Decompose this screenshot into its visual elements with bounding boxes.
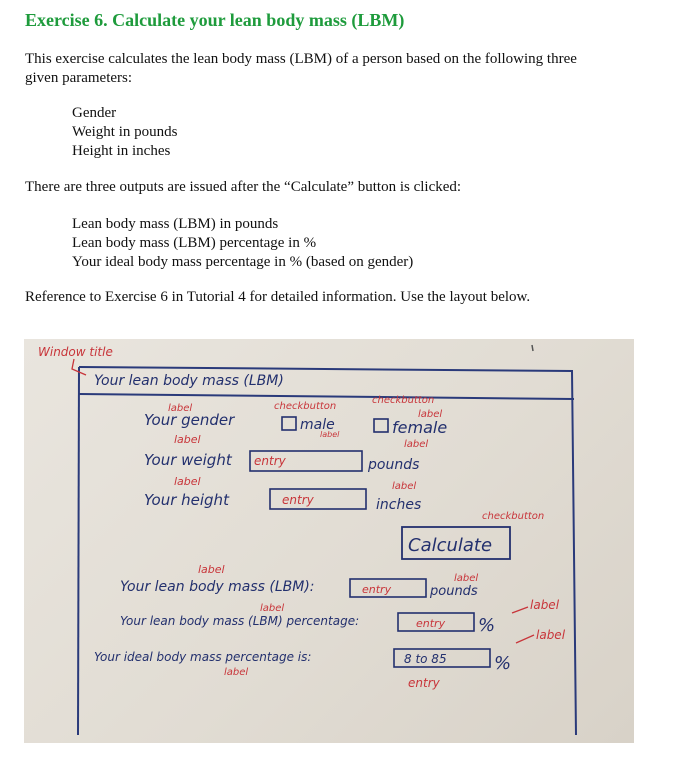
ideal-percentage-value: 8 to 85 bbox=[404, 652, 447, 666]
lbm-label: Your lean body mass (LBM): bbox=[120, 579, 315, 595]
ideal-percentage-unit: % bbox=[494, 653, 512, 674]
exercise-title: Exercise 6. Calculate your lean body mass (LBM) bbox=[25, 10, 405, 30]
label-note-ideal-unit: label bbox=[536, 628, 566, 642]
female-checkbox[interactable] bbox=[374, 419, 388, 432]
window-title-note: Window title bbox=[38, 345, 113, 359]
list-item-height: Height in inches bbox=[72, 143, 171, 159]
height-label: Your height bbox=[144, 491, 229, 509]
window-frame-left bbox=[78, 367, 79, 735]
lbm-percentage-unit: % bbox=[478, 615, 496, 636]
sketch-drawing bbox=[24, 339, 634, 743]
lbm-percentage-label: Your lean body mass (LBM) percentage: bbox=[120, 614, 360, 628]
checkbutton-note-female: checkbutton bbox=[372, 395, 435, 406]
window-title: Your lean body mass (LBM) bbox=[94, 373, 284, 389]
label-note-pounds: label bbox=[404, 439, 429, 450]
checkbutton-note-male: checkbutton bbox=[274, 401, 337, 412]
label-note-female: label bbox=[418, 409, 443, 420]
label-note-lbm-pct-unit: label bbox=[530, 598, 560, 612]
input-parameter-list bbox=[72, 104, 177, 161]
layout-sketch-photo bbox=[24, 339, 634, 743]
male-checkbox[interactable] bbox=[282, 417, 296, 430]
label-note-height: label bbox=[174, 475, 201, 488]
lbm-percentage-entry-note: entry bbox=[416, 617, 446, 630]
list-item-ideal-percentage: Your ideal body mass percentage in % (based on gender) bbox=[72, 254, 414, 270]
label-note-lbm: label bbox=[198, 563, 225, 576]
weight-label: Your weight bbox=[144, 451, 232, 469]
reference-note: Reference to Exercise 6 in Tutorial 4 for detailed information. Use the layout below. bbox=[25, 289, 531, 305]
label-note-male: label bbox=[320, 430, 340, 439]
list-item-gender: Gender bbox=[72, 105, 117, 121]
label-note-lbm-unit: label bbox=[454, 573, 479, 584]
gender-label: Your gender bbox=[144, 411, 235, 429]
pounds-label: pounds bbox=[368, 457, 420, 473]
list-item-lbm-percentage: Lean body mass (LBM) percentage in % bbox=[72, 235, 317, 251]
output-list bbox=[72, 215, 413, 272]
ideal-percentage-label: Your ideal body mass percentage is: bbox=[94, 650, 312, 664]
label-arrow-lbm-pct bbox=[512, 607, 528, 613]
label-note-ideal: label bbox=[224, 667, 249, 678]
outputs-intro: There are three outputs are issued after the “Calculate” button is clicked: bbox=[25, 179, 462, 195]
checkbutton-note-calculate: checkbutton bbox=[482, 511, 545, 522]
label-note-weight: label bbox=[174, 433, 201, 446]
male-label: male bbox=[300, 417, 335, 433]
intro-line-2: given parameters: bbox=[25, 70, 133, 86]
label-note-inches: label bbox=[392, 481, 417, 492]
female-label: female bbox=[392, 418, 448, 437]
label-note-lbm-pct: label bbox=[260, 603, 285, 614]
ideal-entry-note: entry bbox=[408, 676, 440, 690]
lbm-entry-note: entry bbox=[362, 583, 392, 596]
label-arrow-ideal bbox=[516, 635, 534, 643]
calculate-button[interactable]: Calculate bbox=[408, 535, 493, 556]
label-note-gender: label bbox=[168, 403, 193, 414]
list-item-weight: Weight in pounds bbox=[72, 124, 178, 140]
inches-label: inches bbox=[376, 497, 422, 513]
photo-mark bbox=[532, 345, 533, 351]
lbm-unit: pounds bbox=[430, 584, 478, 599]
intro-line-1: This exercise calculates the lean body mass (LBM) of a person based on the following three bbox=[25, 51, 577, 67]
title-bar-divider bbox=[79, 394, 574, 399]
list-item-lbm: Lean body mass (LBM) in pounds bbox=[72, 216, 279, 232]
weight-entry-note: entry bbox=[254, 454, 286, 468]
height-entry-note: entry bbox=[282, 493, 314, 507]
